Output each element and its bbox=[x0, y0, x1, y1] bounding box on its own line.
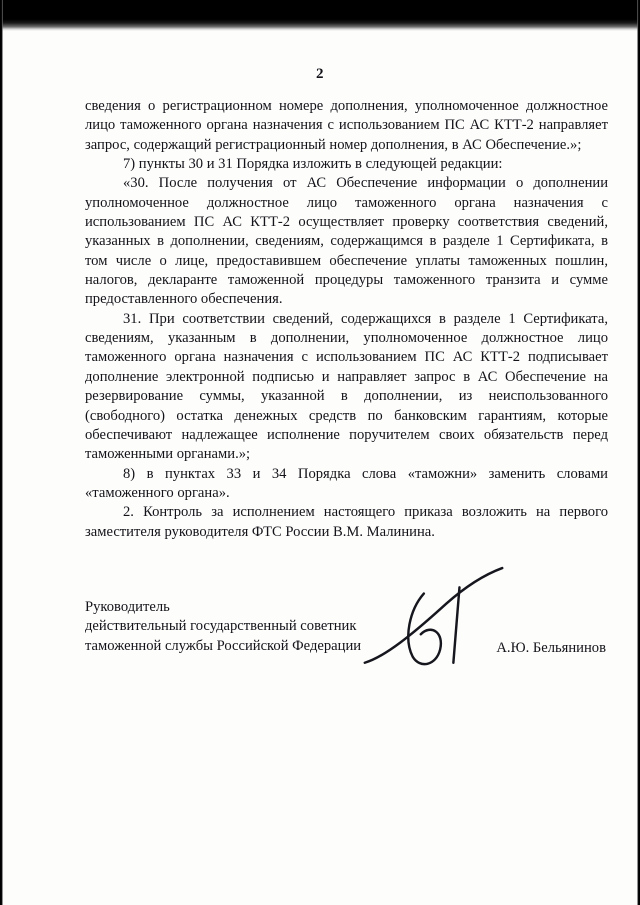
signatory-title-line: действительный государственный советник bbox=[85, 618, 357, 635]
scan-artifact-top-bar bbox=[0, 0, 640, 31]
signer-name: А.Ю. Бельянинов bbox=[496, 640, 606, 656]
paragraph: сведения о регистрационном номере дополнения, уполномоченное должностное лицо таможенного органа назначения с использованием ПС АС КТТ-2 направляет запрос, содержащий регистрационный номер дополнения, в АС Обеспечение.»; bbox=[85, 98, 608, 153]
handwritten-signature-icon bbox=[353, 565, 513, 677]
document-body bbox=[85, 97, 608, 542]
paragraph: 8) в пунктах 33 и 34 Порядка слова «таможни» заменить словами «таможенного органа». bbox=[85, 465, 608, 501]
page-number: 2 bbox=[316, 66, 324, 82]
paragraph: «30. После получения от АС Обеспечение информации о дополнении уполномоченное должностное лицо таможенного органа назначения с использованием ПС АС КТТ-2 осуществляет проверку соответствия сведений, указанных в дополнении, сведениям, содержащимся в разделе 1 Сертификата, в том числе о лице, предоставившем обеспечение уплаты таможенных пошлин, налогов, декларанте таможенной процедуры таможенного транзита и сумме предоставленного обеспечения. bbox=[85, 175, 608, 308]
signatory-title-line: таможенной службы Российской Федерации bbox=[85, 637, 362, 654]
scan-artifact-left-edge bbox=[0, 0, 3, 905]
paragraph: 2. Контроль за исполнением настоящего приказа возложить на первого заместителя руководителя ФТС России В.М. Малинина. bbox=[85, 504, 608, 540]
signatory-title-line: Руководитель bbox=[85, 599, 170, 615]
paragraph: 7) пункты 30 и 31 Порядка изложить в следующей редакции: bbox=[123, 156, 503, 173]
signature-block bbox=[85, 598, 608, 688]
signatory-title bbox=[85, 598, 361, 656]
paragraph: 31. При соответствии сведений, содержащихся в разделе 1 Сертификата, сведениям, указанным в дополнении, уполномоченное должностное лицо таможенного органа назначения с использованием ПС АС КТТ-2 подписывает дополнение электронной подписью и направляет запрос в АС Обеспечение на резервирование суммы, указанной в дополнении, из неиспользованного (свободного) остатка денежных средств по банковским гарантиям, которые обеспечивают надлежащее исполнение поручителем своих обязательств перед таможенными органами.»; bbox=[85, 310, 608, 463]
